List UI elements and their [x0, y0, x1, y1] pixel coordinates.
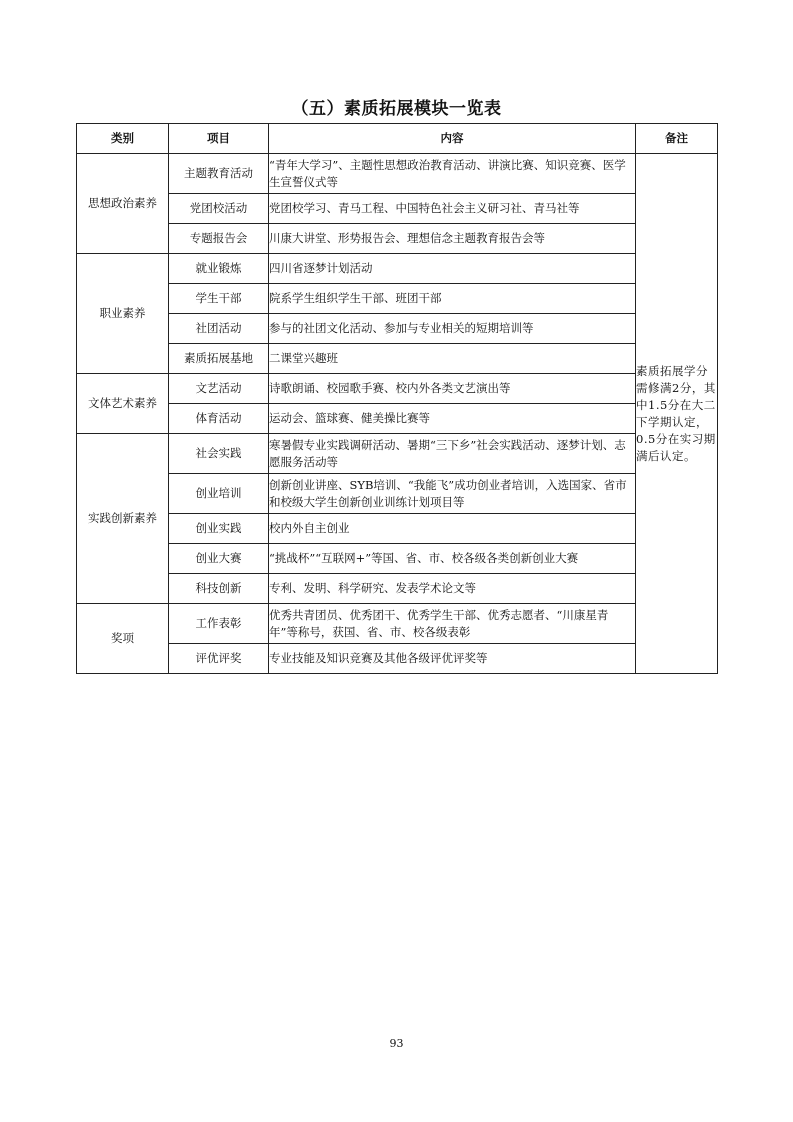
category-cell: 职业素养 [77, 254, 169, 374]
project-cell: 科技创新 [169, 574, 269, 604]
header-content: 内容 [269, 124, 636, 154]
project-cell: 主题教育活动 [169, 154, 269, 194]
page-title: （五）素质拓展模块一览表 [291, 99, 502, 119]
table-row [77, 434, 718, 474]
table-row [77, 344, 718, 374]
table-row [77, 374, 718, 404]
table-row [77, 154, 718, 194]
project-cell: 创业大赛 [169, 544, 269, 574]
table-row [77, 574, 718, 604]
project-cell: 文艺活动 [169, 374, 269, 404]
category-cell: 思想政治素养 [77, 154, 169, 254]
project-cell: 党团校活动 [169, 194, 269, 224]
table-header-row [77, 124, 718, 154]
project-cell: 评优评奖 [169, 644, 269, 674]
table-row [77, 224, 718, 254]
content-cell: 专业技能及知识竞赛及其他各级评优评奖等 [269, 644, 636, 674]
table-row [77, 544, 718, 574]
project-cell: 社团活动 [169, 314, 269, 344]
content-cell: 党团校学习、青马工程、中国特色社会主义研习社、青马社等 [269, 194, 636, 224]
category-cell: 文体艺术素养 [77, 374, 169, 434]
content-cell: 诗歌朗诵、校园歌手赛、校内外各类文艺演出等 [269, 374, 636, 404]
table-row [77, 404, 718, 434]
content-cell: “青年大学习”、主题性思想政治教育活动、讲演比赛、知识竞赛、医学生宣誓仪式等 [269, 154, 636, 194]
project-cell: 学生干部 [169, 284, 269, 314]
category-cell: 奖项 [77, 604, 169, 674]
content-cell: 参与的社团文化活动、参加与专业相关的短期培训等 [269, 314, 636, 344]
quality-expansion-table [76, 123, 718, 674]
table-row [77, 474, 718, 514]
content-cell: 运动会、篮球赛、健美操比赛等 [269, 404, 636, 434]
table-row [77, 254, 718, 284]
project-cell: 专题报告会 [169, 224, 269, 254]
table-row [77, 644, 718, 674]
content-cell: 川康大讲堂、形势报告会、理想信念主题教育报告会等 [269, 224, 636, 254]
project-cell: 创业实践 [169, 514, 269, 544]
header-note: 备注 [636, 124, 718, 154]
content-cell: 寒暑假专业实践调研活动、暑期“三下乡”社会实践活动、逐梦计划、志愿服务活动等 [269, 434, 636, 474]
page-number: 93 [389, 1037, 404, 1050]
content-cell: “挑战杯”“互联网+”等国、省、市、校各级各类创新创业大赛 [269, 544, 636, 574]
project-cell: 社会实践 [169, 434, 269, 474]
content-cell: 专利、发明、科学研究、发表学术论文等 [269, 574, 636, 604]
table-row [77, 194, 718, 224]
content-cell: 校内外自主创业 [269, 514, 636, 544]
project-cell: 创业培训 [169, 474, 269, 514]
note-cell: 素质拓展学分需修满2分，其中1.5分在大二下学期认定，0.5分在实习期满后认定。 [636, 154, 718, 674]
header-project: 项目 [169, 124, 269, 154]
content-cell: 二课堂兴趣班 [269, 344, 636, 374]
project-cell: 素质拓展基地 [169, 344, 269, 374]
project-cell: 就业锻炼 [169, 254, 269, 284]
content-cell: 优秀共青团员、优秀团干、优秀学生干部、优秀志愿者、“川康星青年”等称号，获国、省、市、校各级表彰 [269, 604, 636, 644]
table-row [77, 314, 718, 344]
project-cell: 工作表彰 [169, 604, 269, 644]
category-cell: 实践创新素养 [77, 434, 169, 604]
table-row [77, 284, 718, 314]
project-cell: 体育活动 [169, 404, 269, 434]
header-category: 类别 [77, 124, 169, 154]
content-cell: 创新创业讲座、SYB培训、“我能飞”成功创业者培训，入选国家、省市和校级大学生创新创业训练计划项目等 [269, 474, 636, 514]
content-cell: 院系学生组织学生干部、班团干部 [269, 284, 636, 314]
table-row [77, 604, 718, 644]
content-cell: 四川省逐梦计划活动 [269, 254, 636, 284]
table-row [77, 514, 718, 544]
